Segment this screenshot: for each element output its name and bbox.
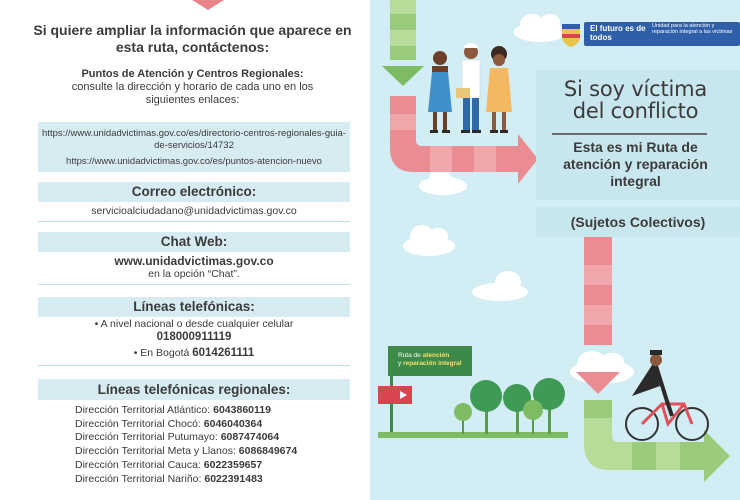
link-puntos-atencion[interactable]: https://www.unidadvictimas.gov.co/es/puntos-atencion-nuevo <box>66 156 322 167</box>
lineas-bogota-label: • En Bogotá <box>133 347 193 359</box>
regional-label: Dirección Territorial Atlántico: <box>75 404 214 416</box>
ground <box>378 432 568 438</box>
tree-icon <box>470 380 502 434</box>
regional-item <box>75 418 350 432</box>
regional-number: 6046040364 <box>203 417 263 430</box>
title-divider <box>552 133 707 135</box>
sign-text-2: y <box>398 359 404 367</box>
regional-label: Dirección Territorial Putumayo: <box>75 431 221 444</box>
links-box <box>38 122 350 172</box>
contact-heading: Si quiere ampliar la información que aparece en esta ruta, contáctenos: <box>33 22 352 55</box>
government-title: El futuro es de todos <box>590 24 646 42</box>
tree-icon <box>454 403 472 434</box>
regional-label: Dirección Territorial Meta y Llanos: <box>75 445 239 458</box>
chat-option: en la opción “Chat”. <box>148 268 240 280</box>
arrow-sign <box>378 386 412 404</box>
puntos-title: Puntos de Atención y Centros Regionales: <box>81 68 304 80</box>
regional-number: 6022391483 <box>204 472 263 485</box>
people-illustration <box>428 43 512 133</box>
sign-text-1: Ruta de <box>398 352 423 359</box>
puntos-text: consulte la dirección y horario de cada uno en los siguientes enlaces: <box>71 81 314 106</box>
regional-number: 6043860119 <box>213 404 271 416</box>
regionales-title: Líneas telefónicas regionales: <box>38 379 350 400</box>
cloud-icon <box>403 225 455 256</box>
path-arrow-tip <box>192 0 224 10</box>
cover-panel <box>370 0 740 500</box>
correo-value[interactable]: servicioalciudadano@unidadvictimas.gov.co <box>38 205 350 222</box>
regional-item <box>75 445 350 459</box>
tree-icon <box>523 400 543 434</box>
route-sign <box>388 346 472 376</box>
cover-subtitle: Esta es mi Ruta de atención y reparación integral <box>563 139 708 189</box>
cloud-icon <box>419 169 467 195</box>
correo-title: Correo electrónico: <box>38 182 350 202</box>
government-subtitle: Unidad para la atención y reparación integral a las víctimas <box>652 23 733 36</box>
regional-number: 6022359657 <box>203 458 263 471</box>
regional-item <box>75 431 350 445</box>
chat-section <box>38 254 350 285</box>
cloud-icon <box>472 271 528 301</box>
regional-number: 6086849674 <box>238 445 298 458</box>
lineas-nacional-number: 018000911119 <box>156 331 232 343</box>
link-directorio[interactable]: https://www.unidadvictimas.gov.co/es/directorio-centros-regionales-guia-de-servicios/14732 <box>42 128 346 151</box>
regional-item <box>75 473 350 487</box>
regional-item <box>75 459 350 473</box>
cover-title: Si soy víctima del conflicto <box>563 77 708 123</box>
chat-url[interactable]: www.unidadvictimas.gov.co <box>114 254 274 268</box>
lineas-section <box>38 318 350 366</box>
regional-label: Dirección Territorial Chocó: <box>75 417 204 430</box>
lineas-nacional: • A nivel nacional o desde cualquier celular <box>94 318 294 330</box>
regional-label: Dirección Territorial Nariño: <box>75 472 205 485</box>
cyclist-illustration <box>626 350 708 440</box>
sign-bold-2: reparación integral <box>403 359 462 367</box>
lineas-bogota <box>38 347 350 360</box>
colombia-seal-icon <box>560 20 582 48</box>
lineas-bogota-number: 6014261111 <box>192 347 255 359</box>
lineas-title: Líneas telefónicas: <box>38 297 350 317</box>
cloud-icon <box>514 14 566 42</box>
sign-bold-1: atención <box>422 352 450 359</box>
sujetos-colectivos-label: (Sujetos Colectivos) <box>536 207 740 237</box>
regional-number: 6087474064 <box>220 431 280 444</box>
regional-label: Dirección Territorial Cauca: <box>75 458 204 471</box>
regionales-list <box>75 404 350 486</box>
government-logo <box>560 20 740 48</box>
chat-title: Chat Web: <box>38 232 350 252</box>
regional-item <box>75 404 350 418</box>
